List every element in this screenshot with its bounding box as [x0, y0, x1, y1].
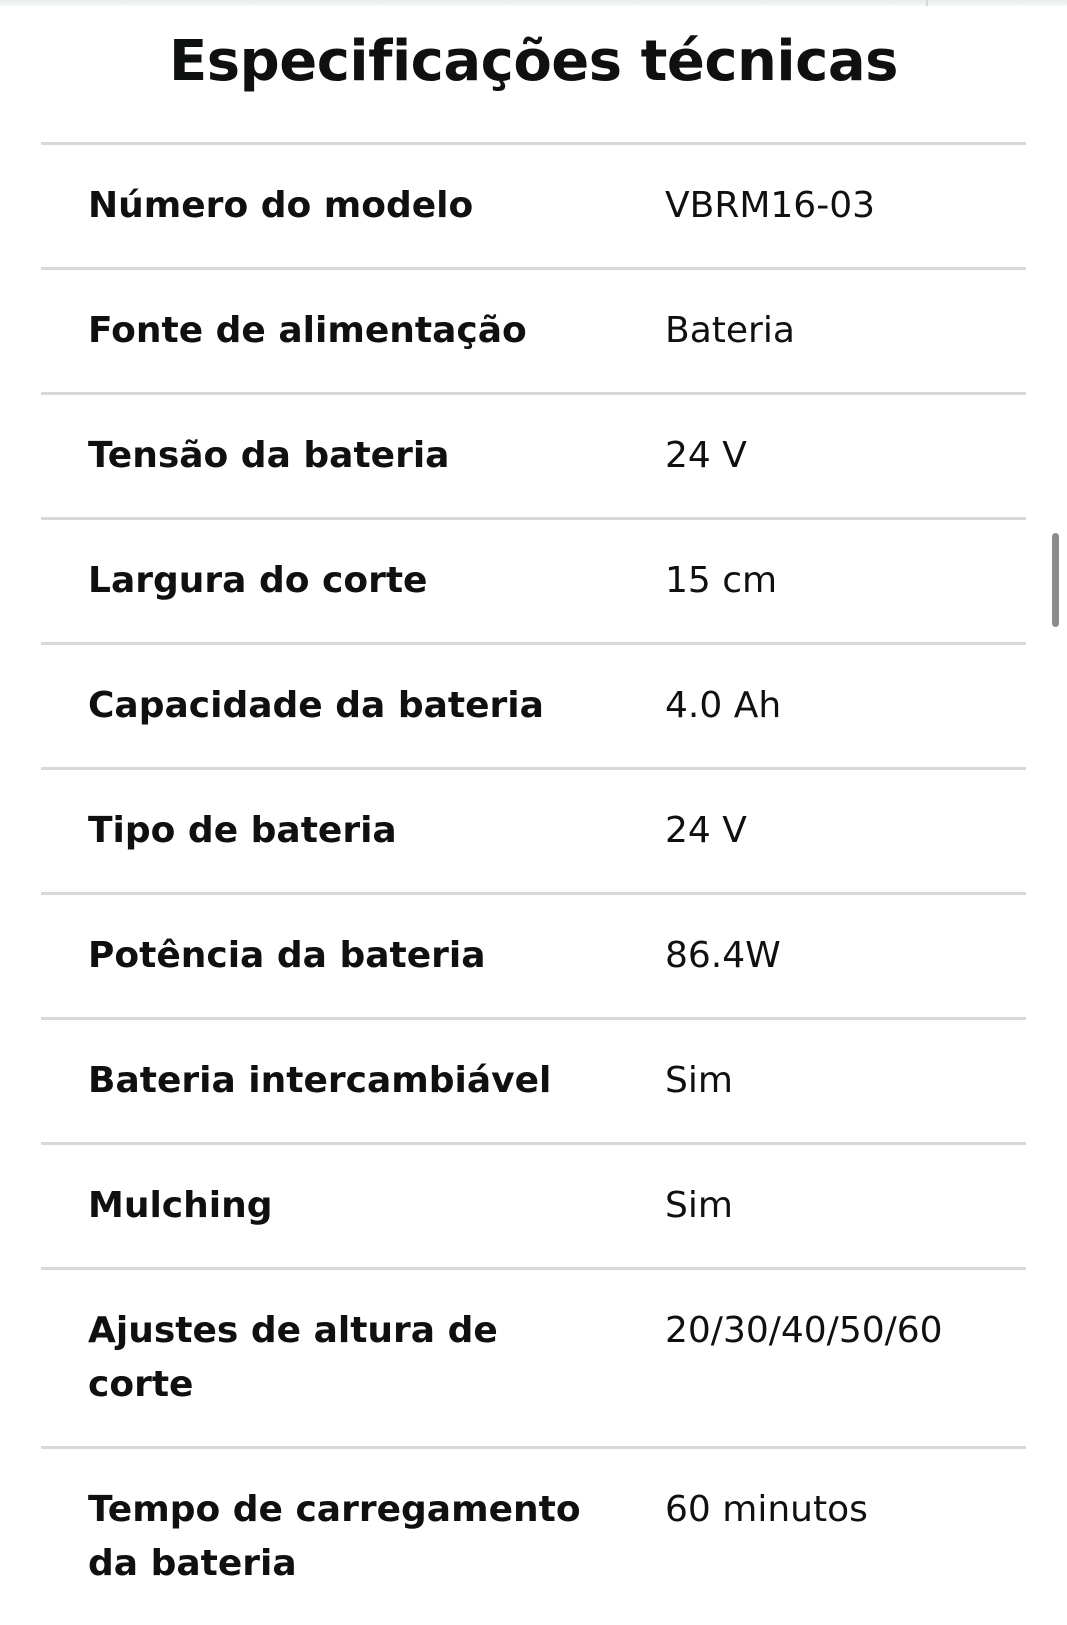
spec-label: Fonte de alimentação	[41, 269, 608, 394]
spec-table	[41, 142, 1026, 1625]
table-row	[41, 1448, 1026, 1625]
spec-label: Bateria intercambiável	[41, 1019, 608, 1144]
spec-label: Largura do corte	[41, 519, 608, 644]
spec-value: 86.4W	[608, 894, 1026, 1019]
spec-value: 24 V	[608, 769, 1026, 894]
table-row	[41, 1144, 1026, 1269]
spec-value: Bateria	[608, 269, 1026, 394]
spec-value: 20/30/40/50/60	[608, 1269, 1026, 1448]
spec-value: 60 minutos	[608, 1448, 1026, 1625]
spec-value: 4.0 Ah	[608, 644, 1026, 769]
spec-label: Ajustes de altura de corte	[41, 1269, 608, 1448]
scrollbar-thumb[interactable]	[1052, 533, 1059, 627]
spec-value: Sim	[608, 1019, 1026, 1144]
spec-label: Tensão da bateria	[41, 394, 608, 519]
table-row	[41, 769, 1026, 894]
spec-label: Capacidade da bateria	[41, 644, 608, 769]
table-row	[41, 644, 1026, 769]
top-bar-divider	[926, 0, 928, 6]
table-row	[41, 144, 1026, 269]
spec-label: Mulching	[41, 1144, 608, 1269]
table-row	[41, 894, 1026, 1019]
spec-label: Potência da bateria	[41, 894, 608, 1019]
table-row	[41, 1269, 1026, 1448]
spec-label: Número do modelo	[41, 144, 608, 269]
spec-label: Tipo de bateria	[41, 769, 608, 894]
spec-value: VBRM16-03	[608, 144, 1026, 269]
table-row	[41, 269, 1026, 394]
spec-value: 15 cm	[608, 519, 1026, 644]
table-row	[41, 519, 1026, 644]
spec-label: Tempo de carregamento da bateria	[41, 1448, 608, 1625]
top-bar	[0, 0, 1067, 6]
spec-value: 24 V	[608, 394, 1026, 519]
table-row	[41, 1019, 1026, 1144]
spec-value: Sim	[608, 1144, 1026, 1269]
table-row	[41, 394, 1026, 519]
page-title: Especificações técnicas	[0, 22, 1067, 102]
